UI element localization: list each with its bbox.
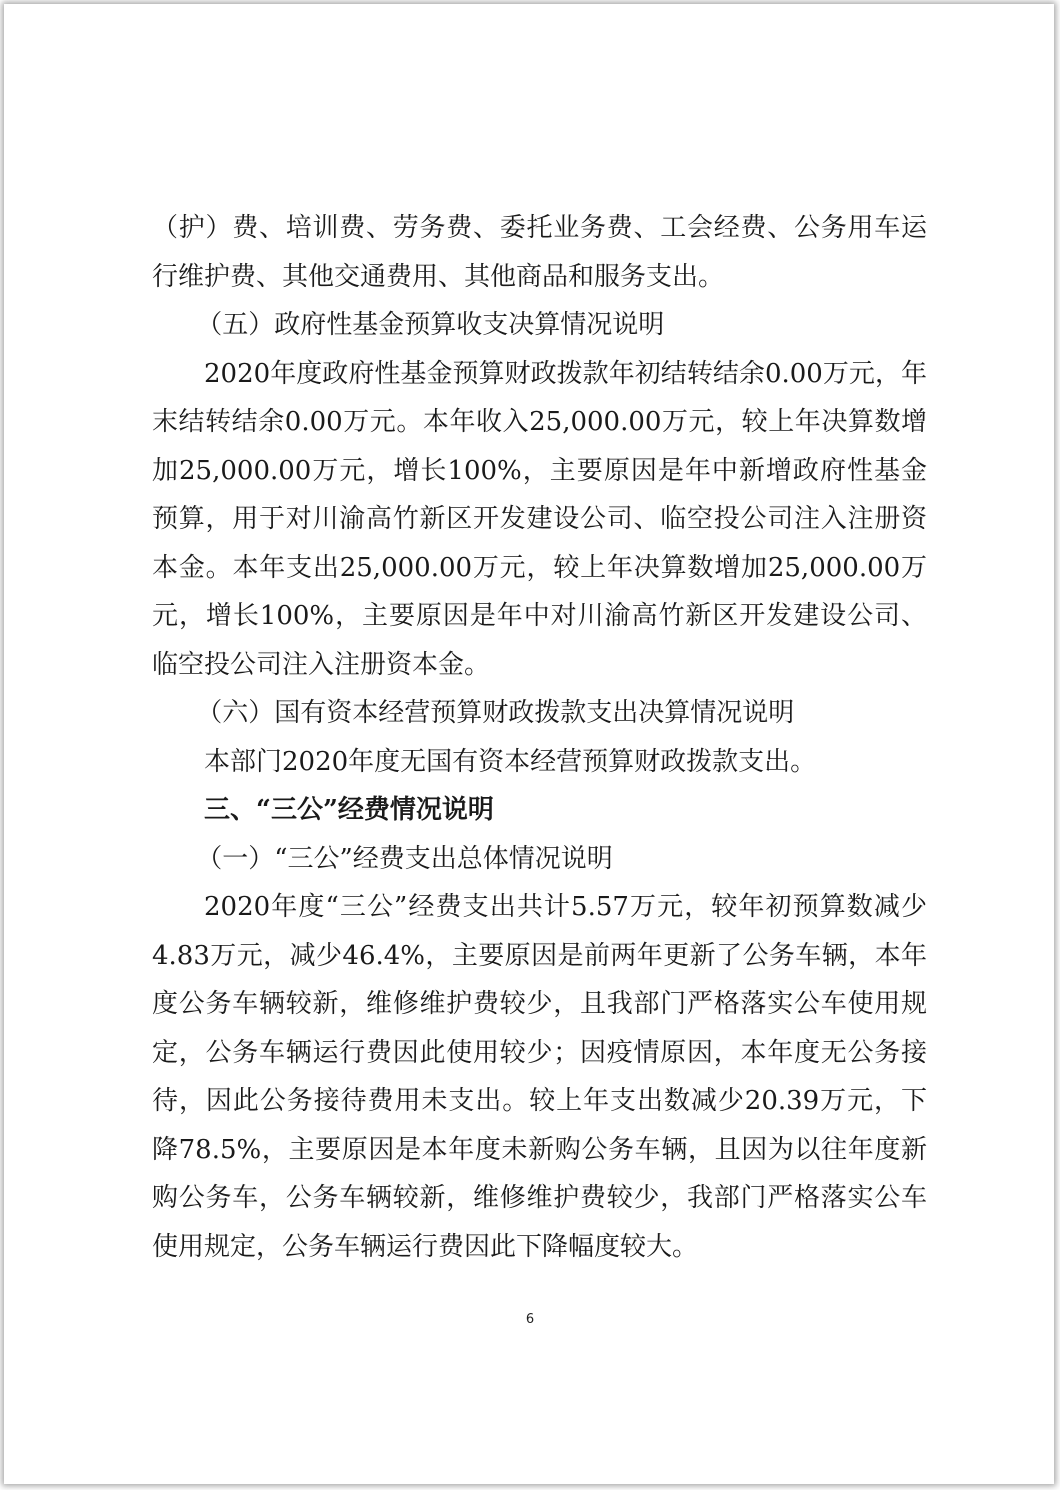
document-page	[4, 4, 1054, 1484]
paragraph-state-capital: 本部门2020年度无国有资本经营预算财政拨款支出。	[204, 746, 817, 777]
section-heading-6: （六）国有资本经营预算财政拨款支出决算情况说明	[196, 698, 795, 728]
paragraph-three-public-expenses: 2020年度“三公”经费支出共计5.57万元，较年初预算数减少4.83万元，减少46.4%，主要原因是前两年更新了公务车辆，本年度公务车辆较新，维修维护费较少，且我部门严格落实公车使用规定，公务车辆运行费因此使用较少；因疫情原因，本年度无公务接待，因此公务接待费用未支出。较上年支出数减少20.39万元，下降78.5%，主要原因是本年度未新购公务车辆，且因为以往年度新购公务车，公务车辆较新，维修维护费较少，我部门严格落实公车使用规定，公务车辆运行费因此下降幅度较大。	[152, 892, 927, 1262]
section-heading-3-1: （一）“三公”经费支出总体情况说明	[196, 843, 613, 874]
section-heading-5: （五）政府性基金预算收支决算情况说明	[196, 310, 665, 340]
document-body	[152, 204, 927, 1271]
paragraph-continuation: （护）费、培训费、劳务费、委托业务费、工会经费、公务用车运行维护费、其他交通费用、其他商品和服务支出。	[152, 213, 927, 292]
paragraph-gov-fund: 2020年度政府性基金预算财政拨款年初结转结余0.00万元，年末结转结余0.00万元。本年收入25,000.00万元，较上年决算数增加25,000.00万元，增长100%，主要原因是年中新增政府性基金预算，用于对川渝高竹新区开发建设公司、临空投公司注入注册资本金。本年支出25,000.00万元，较上年决算数增加25,000.00万元，增长100%，主要原因是年中对川渝高竹新区开发建设公司、临空投公司注入注册资本金。	[152, 358, 927, 680]
section-heading-3: 三、“三公”经费情况说明	[204, 795, 494, 825]
page-number: 6	[525, 1312, 535, 1327]
